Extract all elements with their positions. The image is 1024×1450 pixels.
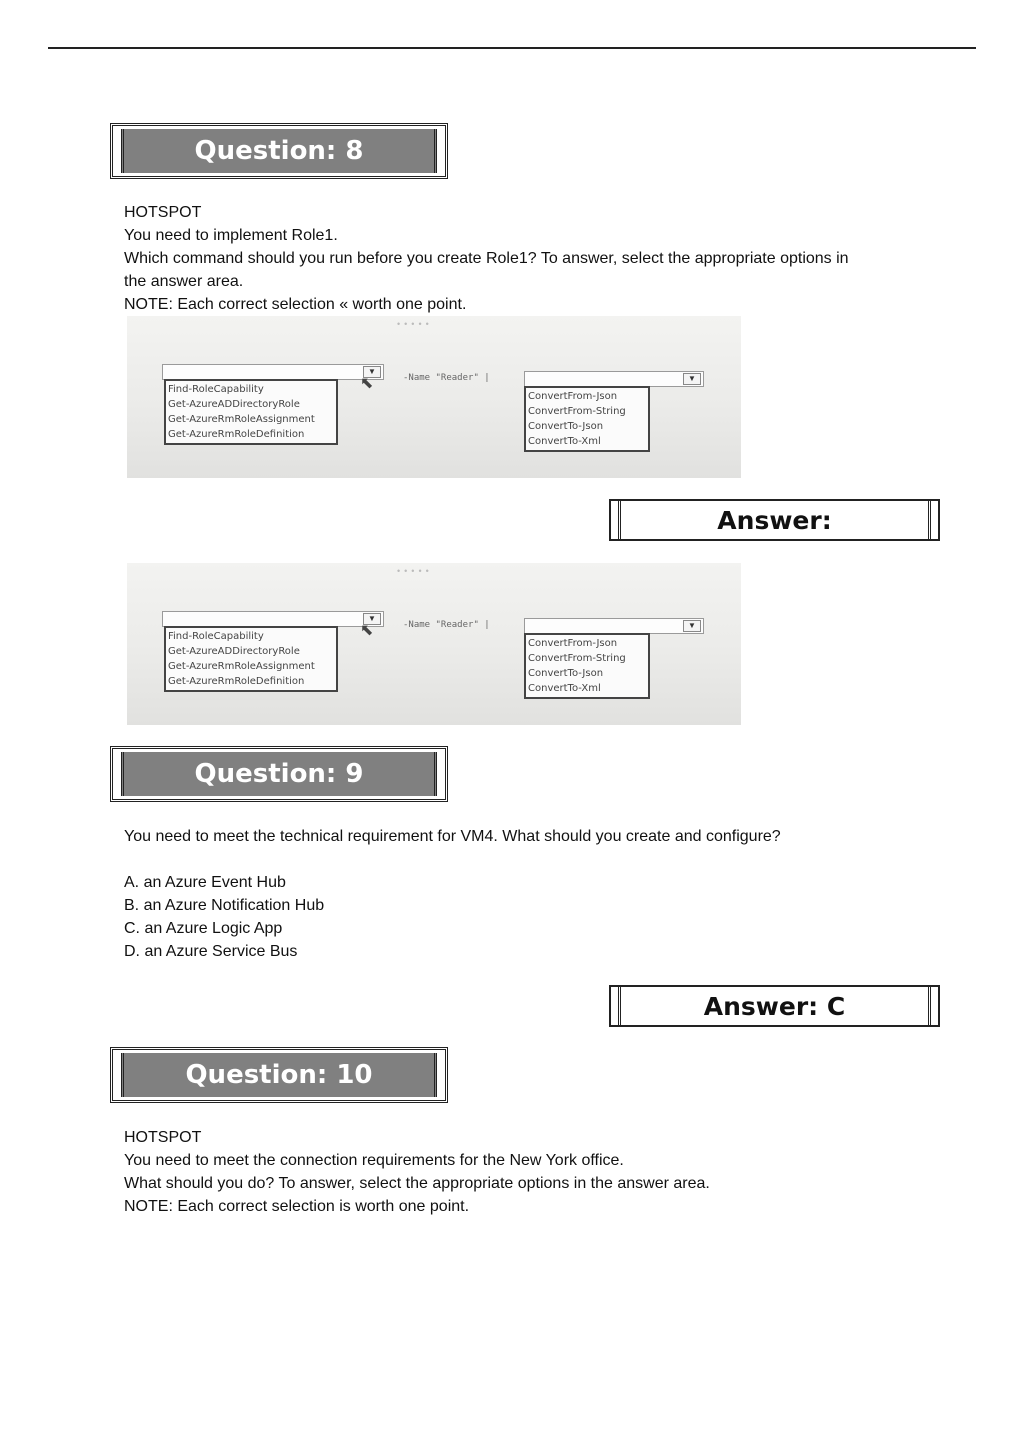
question-10-title: Question: 10 [121,1053,437,1097]
convert-option[interactable]: ConvertFrom-String [528,406,626,417]
mouse-cursor-icon: ⬉ [360,622,374,639]
question-10-text [124,1126,944,1218]
convert-options-list [524,386,650,452]
q8-line: You need to implement Role1. [124,227,338,244]
q10-line: What should you do? To answer, select the appropriate options in the answer area. [124,1175,710,1192]
command-option[interactable]: Get-AzureRmRoleAssignment [168,414,315,425]
q8-hotspot-image [127,316,741,478]
convert-option[interactable]: ConvertTo-Xml [528,683,601,694]
answer-label: Answer: [618,501,931,539]
parameter-text: -Name "Reader" | [403,373,490,383]
convert-options-list [524,633,650,699]
convert-dropdown[interactable] [524,618,704,634]
question-9-header [110,746,448,802]
question-8-header [110,123,448,179]
question-9-options [124,871,944,963]
question-9-title: Question: 9 [121,752,437,796]
chevron-down-icon[interactable]: ▼ [683,373,701,385]
q8-answer-hotspot-image [127,563,741,725]
command-option[interactable]: Get-AzureRmRoleAssignment [168,661,315,672]
decorative-dots: ••••• [397,566,433,576]
chevron-down-icon[interactable]: ▼ [363,613,381,625]
question-8-text [124,201,944,316]
q8-line: the answer area. [124,273,244,290]
command-dropdown[interactable] [162,364,384,380]
convert-option[interactable]: ConvertFrom-Json [528,391,618,402]
question-8-title: Question: 8 [121,129,437,173]
answer-option-b: B. an Azure Notification Hub [124,897,325,914]
q10-line: NOTE: Each correct selection is worth one point. [124,1198,470,1215]
chevron-down-icon[interactable]: ▼ [683,620,701,632]
command-options-list [164,626,338,692]
command-dropdown[interactable] [162,611,384,627]
question-8-answer-box [609,499,940,541]
parameter-text: -Name "Reader" | [403,620,490,630]
q10-line: You need to meet the connection requirements for the New York office. [124,1152,624,1169]
chevron-down-icon[interactable]: ▼ [363,366,381,378]
answer-label: Answer: C [618,987,931,1025]
command-option[interactable]: Get-AzureADDirectoryRole [168,399,300,410]
question-9-prompt: You need to meet the technical requirement for VM4. What should you create and configure? [124,828,781,845]
convert-option[interactable]: ConvertTo-Xml [528,436,601,447]
convert-option[interactable]: ConvertFrom-Json [528,638,618,649]
convert-option[interactable]: ConvertFrom-String [528,653,626,664]
convert-dropdown[interactable] [524,371,704,387]
command-option[interactable]: Find-RoleCapability [168,384,264,395]
command-option[interactable]: Get-AzureRmRoleDefinition [168,429,305,440]
convert-option[interactable]: ConvertTo-Json [528,668,604,679]
question-10-header [110,1047,448,1103]
answer-option-d: D. an Azure Service Bus [124,943,298,960]
command-option[interactable]: Find-RoleCapability [168,631,264,642]
answer-option-c: C. an Azure Logic App [124,920,283,937]
q8-line: NOTE: Each correct selection « worth one point. [124,296,467,313]
q10-line: HOTSPOT [124,1129,202,1146]
command-options-list [164,379,338,445]
command-option[interactable]: Get-AzureADDirectoryRole [168,646,300,657]
convert-option[interactable]: ConvertTo-Json [528,421,604,432]
q8-line: HOTSPOT [124,204,202,221]
q8-line: Which command should you run before you create Role1? To answer, select the appropriate options in [124,250,849,267]
question-9-answer-box [609,985,940,1027]
mouse-cursor-icon: ⬉ [360,375,374,392]
command-option[interactable]: Get-AzureRmRoleDefinition [168,676,305,687]
answer-option-a: A. an Azure Event Hub [124,874,286,891]
decorative-dots: ••••• [397,319,433,329]
top-rule [48,47,976,49]
